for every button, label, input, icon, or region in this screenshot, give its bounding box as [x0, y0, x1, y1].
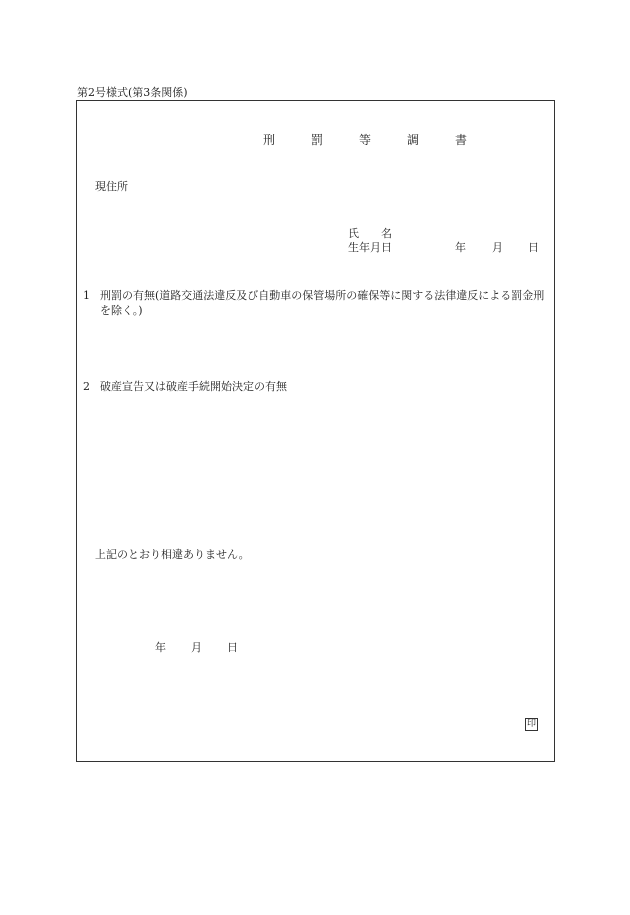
birth-month-label: 月 [492, 241, 503, 254]
date-day-label: 日 [227, 641, 238, 654]
form-label: 第2号様式(第3条関係) [77, 86, 188, 99]
item1-text [100, 288, 550, 318]
form-frame [76, 100, 555, 762]
item1-number: 1 [83, 289, 90, 302]
seal-mark: 印 [526, 719, 536, 729]
document-title: 刑 罰 等 調 書 [263, 133, 480, 147]
birth-day-label: 日 [528, 241, 539, 254]
birth-year-label: 年 [455, 241, 466, 254]
date-month-label: 月 [191, 641, 202, 654]
name-label: 氏 名 [348, 227, 392, 240]
item1-text-body: 刑罰の有無(道路交通法違反及び自動車の保管場所の確保等に関する法律違反による罰金刑を除く。) [100, 289, 545, 317]
birthdate-label: 生年月日 [348, 241, 392, 254]
declaration-text: 上記のとおり相違ありません。 [95, 548, 250, 561]
date-year-label: 年 [155, 641, 166, 654]
item2-text: 破産宣告又は破産手続開始決定の有無 [100, 380, 287, 393]
item2-number: 2 [83, 380, 90, 393]
address-label: 現住所 [95, 180, 128, 193]
